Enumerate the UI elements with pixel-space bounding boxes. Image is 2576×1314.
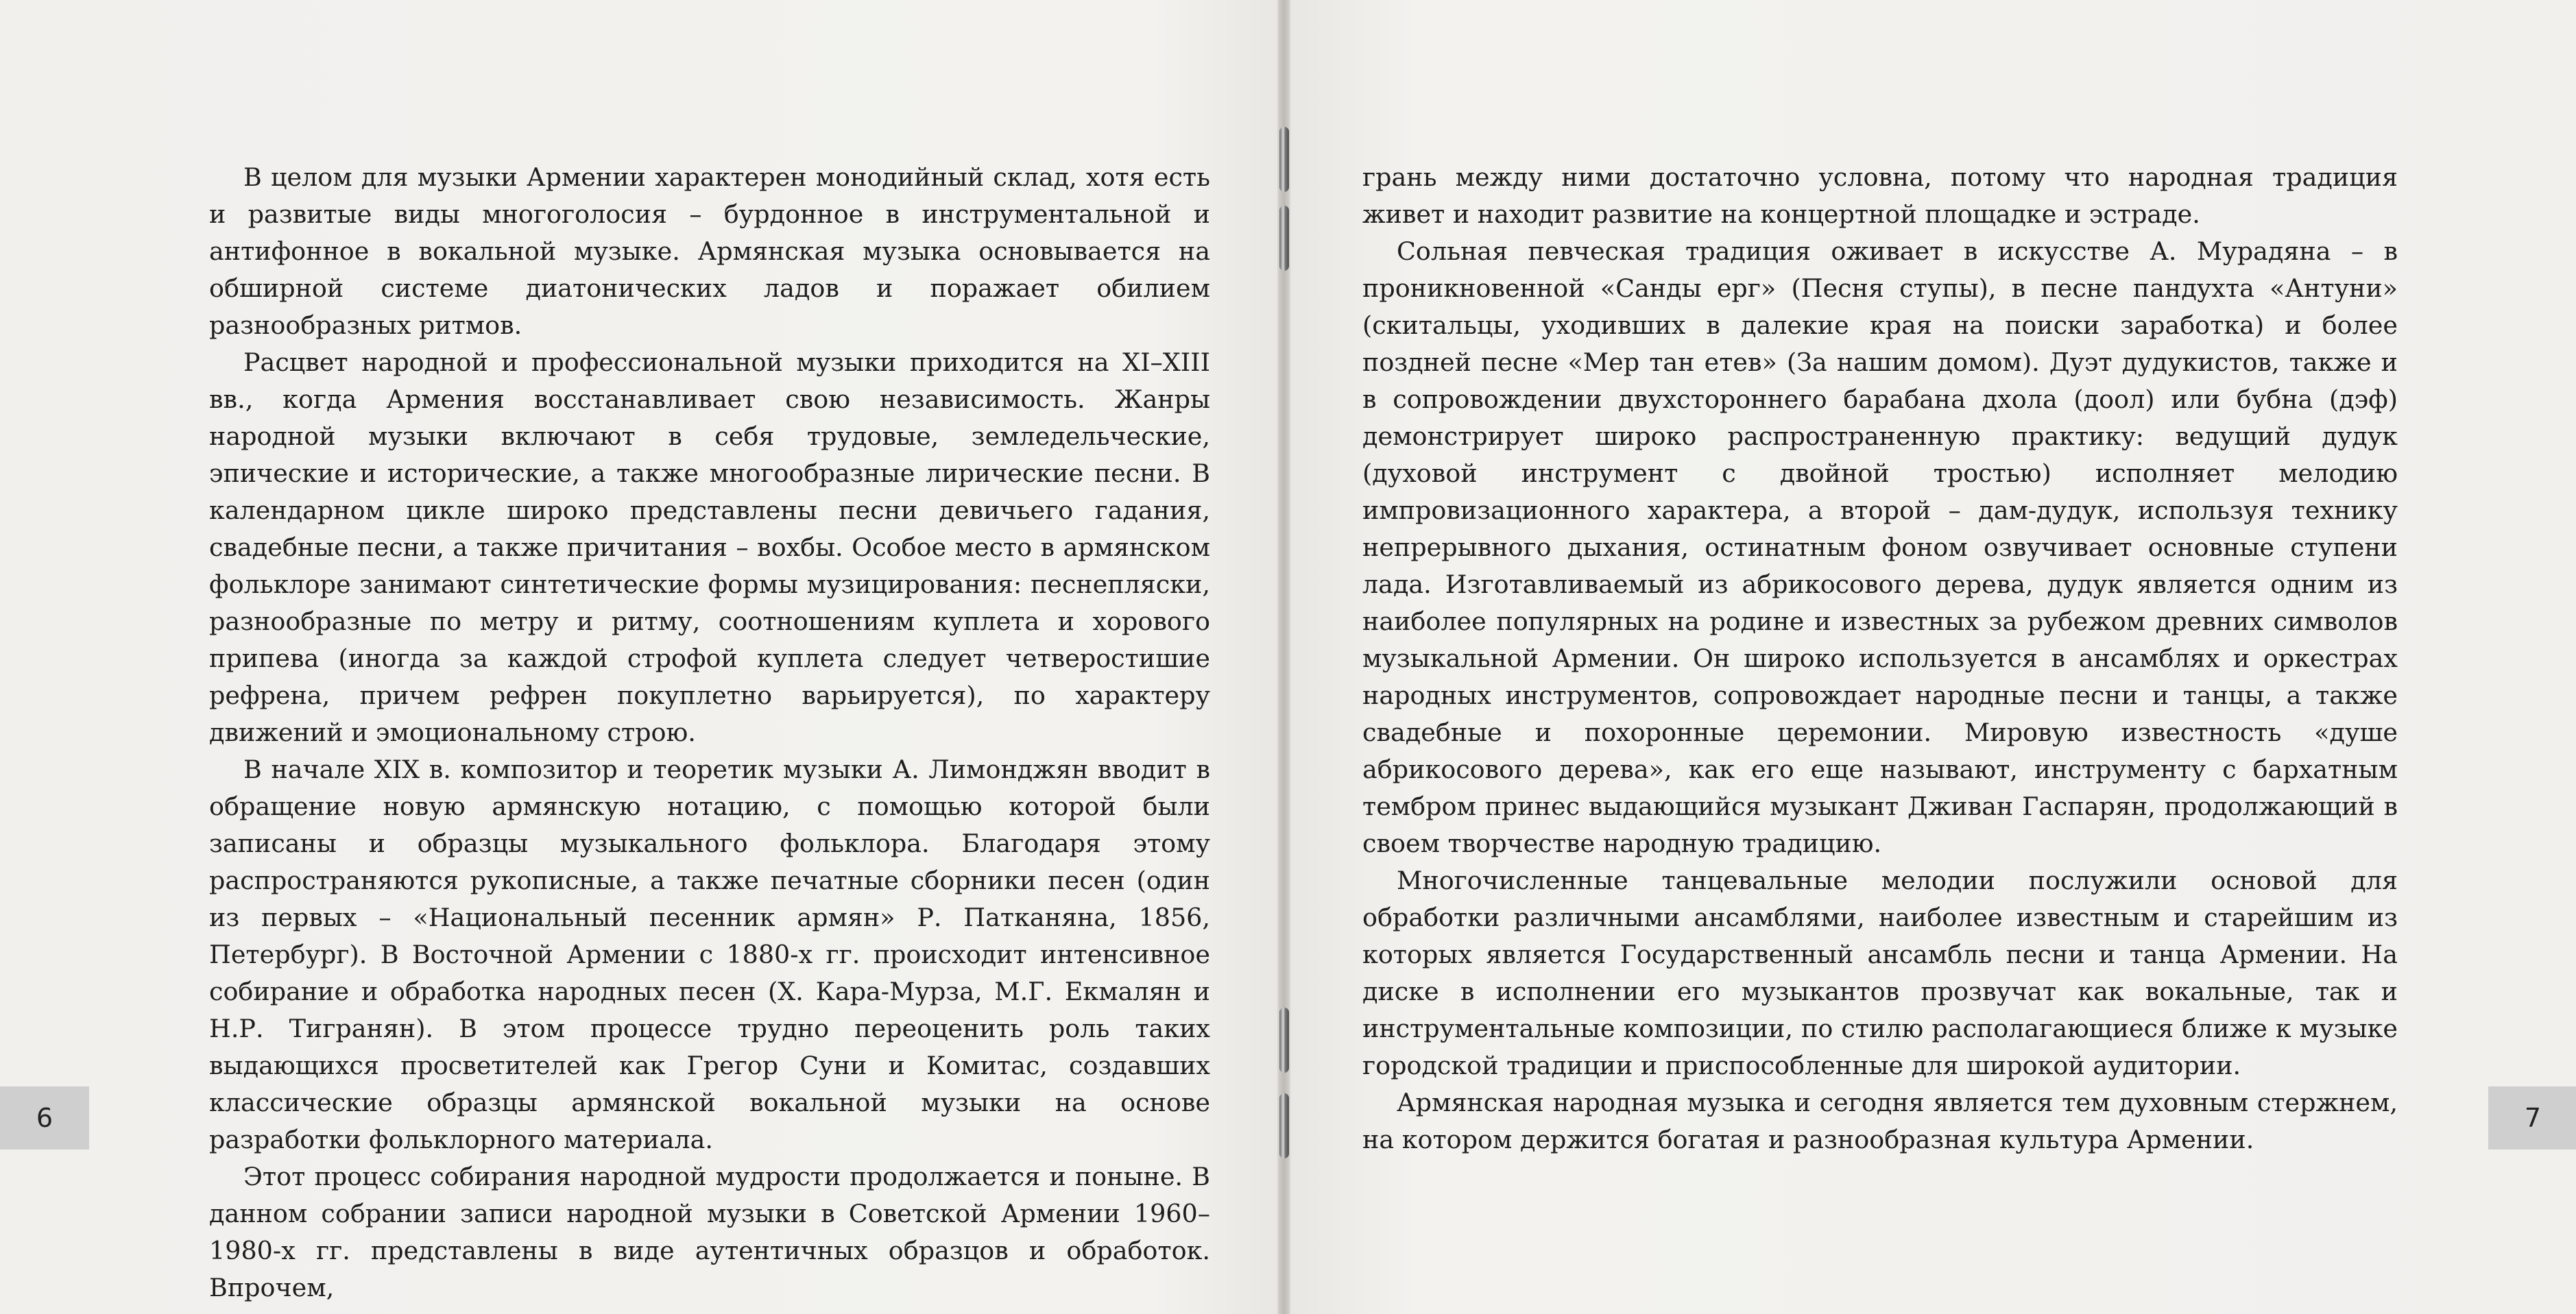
paragraph: Расцвет народной и профессиональной музыки приходится на XI–XIII вв., когда Армения восстанавливает свою независимость. Жанры народной музыки включают в себя трудовые, земледельческие, эпические и исторические, а также многообразные лирические песни. В календарном цикле широко представлены песни девичьего гадания, свадебные песни, а также причитания – вохбы. Особое место в армянском фольклоре занимают синтетические формы музицирования: песнепляски, разнообразные по метру и ритму, соотношениям куплета и хорового припева (иногда за каждой строфой куплета следует четверостишие рефрена, причем рефрен покуплетно варьируется), по характеру движений и эмоциональному строю. xyxy=(209,348,1210,747)
staple-top xyxy=(1279,127,1289,192)
right-page xyxy=(1289,0,2576,1314)
paragraph: В целом для музыки Армении характерен монодийный склад, хотя есть и развитые виды многоголосия – бурдонное в инструментальной и антифонное в вокальной музыке. Армянская музыка основывается на обширной системе диатонических ладов и поражает обилием разнообразных ритмов. xyxy=(209,162,1210,340)
paragraph: Армянская народная музыка и сегодня является тем духовным стержнем, на котором держится богатая и разнообразная культура Армении. xyxy=(1362,1088,2398,1154)
staple-bottom-2 xyxy=(1279,1093,1289,1158)
paragraph: Этот процесс собирания народной мудрости продолжается и поныне. В данном собрании записи народной музыки в Советской Армении 1960–1980-х гг. представлены в виде аутентичных образцов и обработок. Впрочем, xyxy=(209,1162,1210,1302)
paragraph: Сольная певческая традиция оживает в искусстве А. Мурадяна – в проникновенной «Санды ерг» (Песня ступы), в песне пандухта «Антуни» (скитальцы, уходивших в далекие края на поиски заработка) и более поздней песне «Мер тан етев» (За нашим домом). Дуэт дудукистов, также и в сопровождении двухстороннего барабана дхола (доол) или бубна (дэф) демонстрирует широко распространенную практику: ведущий дудук (духовой инструмент с двойной тростью) исполняет мелодию импровизационного характера, а второй – дам-дудук, используя технику непрерывного дыхания, остинатным фоном озвучивает основные ступени лада. Изготавливаемый из абрикосового дерева, дудук является одним из наиболее популярных на родине и известных за рубежом древних символов музыкальной Армении. Он широко используется в ансамблях и оркестрах народных инструментов, сопровождает народные песни и танцы, а также свадебные и похоронные церемонии. Мировую известность «душе абрикосового дерева», как его еще называют, инструменту с бархатным тембром принес выдающийся музыкант Дживан Гаспарян, продолжающий в своем творчестве народную традицию. xyxy=(1362,236,2398,858)
paragraph: В начале XIX в. композитор и теоретик музыки А. Лимонджян вводит в обращение новую армянскую нотацию, с помощью которой были записаны и образцы музыкального фольклора. Благодаря этому распространяются рукописные, а также печатные сборники песен (один из первых – «Национальный песенник армян» Р. Патканяна, 1856, Петербург). В Восточной Армении с 1880-х гг. происходит интенсивное собирание и обработка народных песен (Х. Кара-Мурза, М.Г. Екмалян и Н.Р. Тигранян). В этом процессе трудно переоценить роль таких выдающихся просветителей как Грегор Суни и Комитас, создавших классические образцы армянской вокальной музыки на основе разработки фольклорного материала. xyxy=(209,755,1210,1154)
page-number-left: 6 xyxy=(0,1086,89,1149)
left-page-text xyxy=(209,159,1210,1306)
staple-top-2 xyxy=(1279,206,1289,271)
paragraph: Многочисленные танцевальные мелодии послужили основой для обработки различными ансамблями, наиболее известным и старейшим из которых является Государственный ансамбль песни и танца Армении. На диске в исполнении его музыкантов прозвучат как вокальные, так и инструментальные композиции, по стилю располагающиеся ближе к музыке городской традиции и приспособленные для широкой аудитории. xyxy=(1362,866,2398,1080)
staple-bottom xyxy=(1279,1008,1289,1073)
right-page-text xyxy=(1362,159,2398,1158)
page-number-right: 7 xyxy=(2488,1086,2576,1149)
left-page xyxy=(0,0,1279,1314)
paragraph-continuation: грань между ними достаточно условна, потому что народная традиция живет и находит развитие на концертной площадке и эстраде. xyxy=(1362,162,2398,229)
